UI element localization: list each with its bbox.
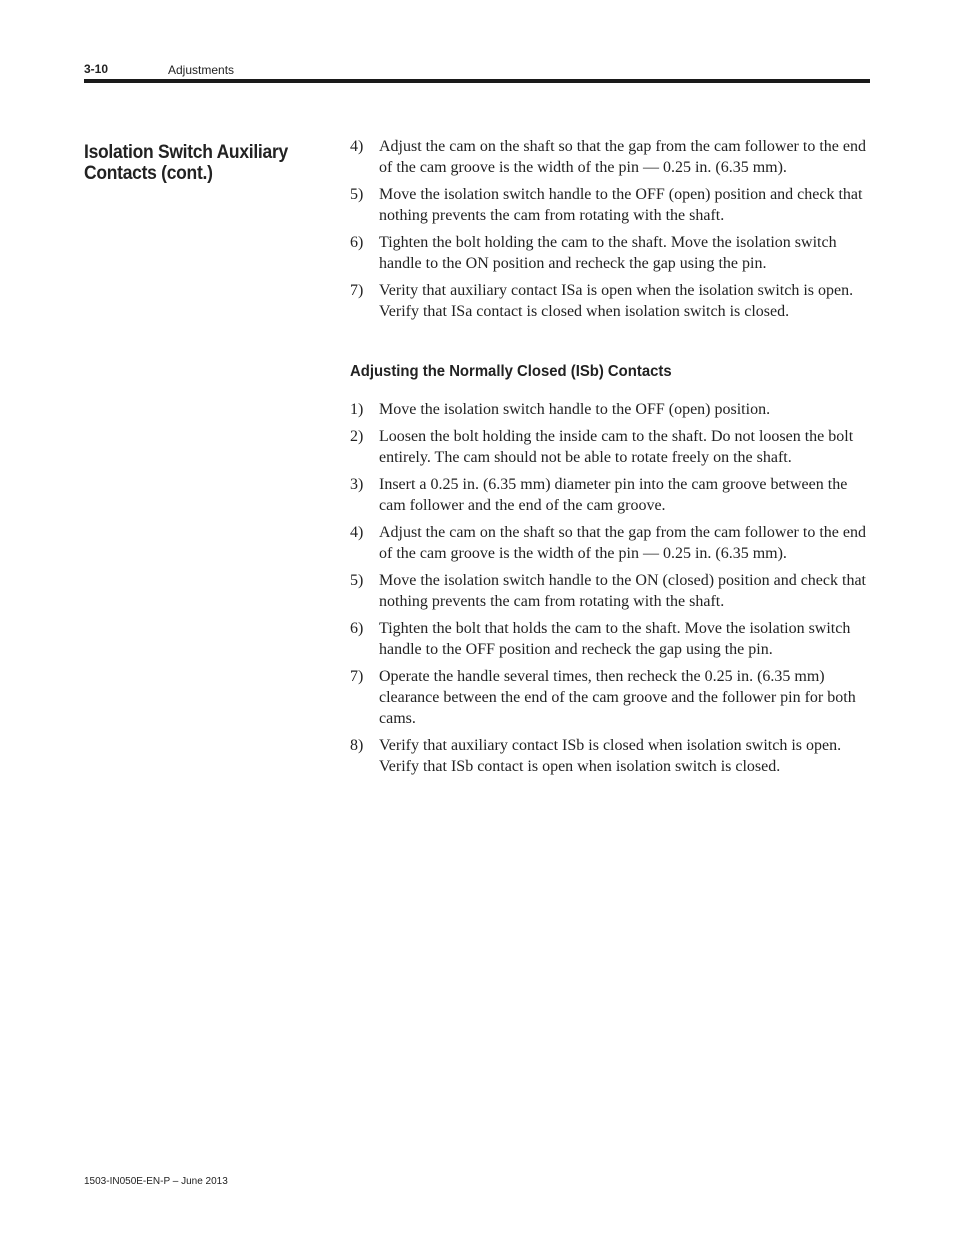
list-item [350, 474, 872, 516]
step-number: 5) [350, 186, 364, 203]
step-text: Adjust the cam on the shaft so that the gap from the cam follower to the end of the cam groove is the width of the pin — 0.25 in. (6.35 mm). [379, 138, 866, 176]
step-text: Verify that auxiliary contact ISb is closed when isolation switch is open. Verify that ISb contact is open when isolation switch is closed. [379, 737, 842, 775]
step-text: Insert a 0.25 in. (6.35 mm) diameter pin into the cam groove between the cam follower and the end of the cam groove. [379, 476, 848, 514]
list-item [350, 136, 872, 178]
header-rule [84, 79, 870, 83]
sidebar-heading-line2: Contacts (cont.) [84, 163, 213, 184]
list-item [350, 280, 872, 322]
list-item [350, 426, 872, 468]
step-number: 1) [350, 401, 364, 418]
page-header [84, 62, 870, 84]
steps-list-isa [350, 136, 872, 322]
step-text: Tighten the bolt holding the cam to the shaft. Move the isolation switch handle to the ON position and recheck the gap using the pin. [379, 234, 837, 272]
list-item [350, 522, 872, 564]
step-text: Move the isolation switch handle to the OFF (open) position and check that nothing prevents the cam from rotating with the shaft. [379, 186, 863, 224]
subsection-heading: Adjusting the Normally Closed (ISb) Contacts [350, 363, 672, 380]
list-item [350, 735, 872, 777]
step-number: 7) [350, 282, 364, 299]
step-number: 4) [350, 524, 364, 541]
step-text: Operate the handle several times, then recheck the 0.25 in. (6.35 mm) clearance between the end of the cam groove and the follower pin for both cams. [379, 668, 856, 727]
step-number: 7) [350, 668, 364, 685]
list-item [350, 666, 872, 729]
step-text: Move the isolation switch handle to the ON (closed) position and check that nothing prevents the cam from rotating with the shaft. [379, 572, 866, 610]
step-number: 6) [350, 234, 364, 251]
list-item [350, 184, 872, 226]
step-number: 8) [350, 737, 364, 754]
step-number: 6) [350, 620, 364, 637]
step-number: 3) [350, 476, 364, 493]
step-number: 4) [350, 138, 364, 155]
sidebar-heading-line1: Isolation Switch Auxiliary [84, 142, 288, 163]
sidebar-heading [84, 142, 296, 184]
list-item [350, 232, 872, 274]
list-item [350, 570, 872, 612]
main-content [350, 136, 872, 783]
step-text: Adjust the cam on the shaft so that the gap from the cam follower to the end of the cam groove is the width of the pin — 0.25 in. (6.35 mm). [379, 524, 866, 562]
step-text: Tighten the bolt that holds the cam to the shaft. Move the isolation switch handle to the OFF position and recheck the gap using the pin. [379, 620, 851, 658]
list-item [350, 618, 872, 660]
list-item [350, 399, 872, 420]
step-number: 2) [350, 428, 364, 445]
publication-footer: 1503-IN050E-EN-P – June 2013 [84, 1176, 228, 1187]
step-text: Move the isolation switch handle to the OFF (open) position. [379, 401, 771, 418]
step-text: Loosen the bolt holding the inside cam to the shaft. Do not loosen the bolt entirely. The cam should not be able to rotate freely on the shaft. [379, 428, 854, 466]
step-text: Verity that auxiliary contact ISa is open when the isolation switch is open. Verify that ISa contact is closed when isolation switch is closed. [379, 282, 854, 320]
step-number: 5) [350, 572, 364, 589]
section-name: Adjustments [168, 63, 235, 77]
steps-list-isb [350, 399, 872, 777]
page-number: 3-10 [84, 62, 109, 76]
